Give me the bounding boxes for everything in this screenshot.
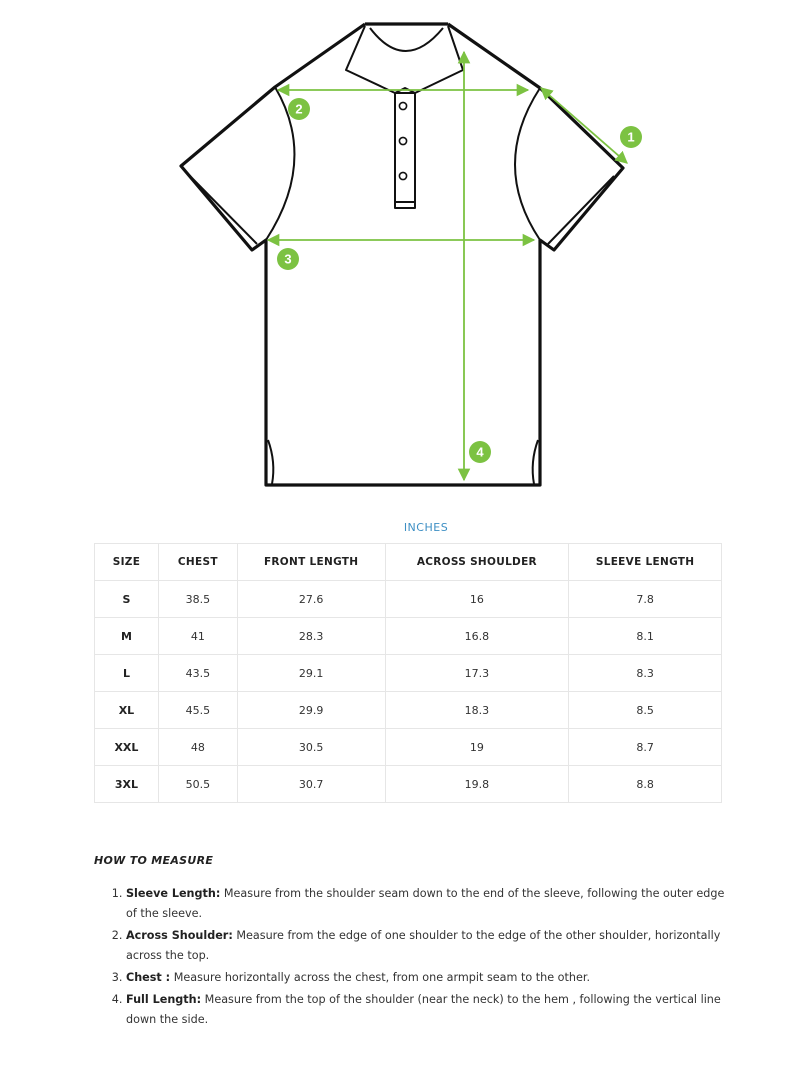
sleeve-length-cell: 7.8	[569, 581, 722, 618]
size-cell: L	[95, 655, 159, 692]
across-shoulder-cell: 17.3	[385, 655, 569, 692]
marker-3-label: 3	[284, 251, 292, 267]
sleeve-length-cell: 8.1	[569, 618, 722, 655]
how-to-measure-list	[108, 884, 726, 1032]
shirt-details	[188, 26, 614, 484]
marker-3	[277, 248, 299, 270]
size-cell: M	[95, 618, 159, 655]
across-shoulder-cell: 16	[385, 581, 569, 618]
marker-1	[620, 126, 642, 148]
list-item	[126, 884, 726, 924]
front-length-cell: 30.7	[237, 766, 385, 803]
marker-4	[469, 441, 491, 463]
chest-cell: 48	[158, 729, 237, 766]
step-text: Measure from the shoulder seam down to the end of the sleeve, following the outer edge of the sleeve.	[126, 887, 725, 920]
front-length-cell: 30.5	[237, 729, 385, 766]
marker-2	[288, 98, 310, 120]
step-text: Measure from the edge of one shoulder to the edge of the other shoulder, horizontally across the top.	[126, 929, 721, 962]
step-term: Sleeve Length	[126, 887, 216, 900]
front-length-cell: 28.3	[237, 618, 385, 655]
header-sleeve-length: SLEEVE LENGTH	[569, 544, 722, 581]
step-term: Across Shoulder	[126, 929, 229, 942]
table-row	[95, 692, 722, 729]
step-text: Measure horizontally across the chest, from one armpit seam to the other.	[170, 971, 591, 984]
size-cell: XL	[95, 692, 159, 729]
front-length-cell: 29.9	[237, 692, 385, 729]
across-shoulder-cell: 18.3	[385, 692, 569, 729]
button-icon	[399, 172, 406, 179]
table-row	[95, 729, 722, 766]
marker-1-label: 1	[627, 129, 635, 145]
chest-cell: 45.5	[158, 692, 237, 729]
header-size: SIZE	[95, 544, 159, 581]
size-chart-table	[94, 543, 722, 803]
front-length-cell: 27.6	[237, 581, 385, 618]
table-row	[95, 618, 722, 655]
header-across-shoulder: ACROSS SHOULDER	[385, 544, 569, 581]
sleeve-length-cell: 8.5	[569, 692, 722, 729]
chest-cell: 43.5	[158, 655, 237, 692]
chest-cell: 50.5	[158, 766, 237, 803]
size-cell: 3XL	[95, 766, 159, 803]
how-to-measure-title: HOW TO MEASURE	[94, 854, 214, 867]
across-shoulder-cell: 16.8	[385, 618, 569, 655]
header-front-length: FRONT LENGTH	[237, 544, 385, 581]
front-length-cell: 29.1	[237, 655, 385, 692]
list-item	[126, 968, 726, 988]
chest-cell: 38.5	[158, 581, 237, 618]
button-icon	[399, 137, 406, 144]
table-row	[95, 581, 722, 618]
table-header-row	[95, 544, 722, 581]
sleeve-length-arrow	[541, 88, 627, 163]
header-chest: CHEST	[158, 544, 237, 581]
sleeve-length-cell: 8.3	[569, 655, 722, 692]
sleeve-length-cell: 8.7	[569, 729, 722, 766]
table-row	[95, 655, 722, 692]
marker-2-label: 2	[295, 101, 303, 117]
button-icon	[399, 102, 406, 109]
step-sep: :	[215, 887, 221, 900]
unit-label: INCHES	[403, 521, 449, 534]
marker-4-label: 4	[476, 444, 484, 460]
step-term: Full Length	[126, 993, 197, 1006]
step-sep: :	[161, 971, 171, 984]
sleeve-length-cell: 8.8	[569, 766, 722, 803]
step-term: Chest	[126, 971, 162, 984]
list-item	[126, 926, 726, 966]
polo-shirt-diagram	[0, 0, 800, 500]
across-shoulder-cell: 19.8	[385, 766, 569, 803]
step-sep: :	[196, 993, 202, 1006]
table-row	[95, 766, 722, 803]
size-cell: XXL	[95, 729, 159, 766]
list-item	[126, 990, 726, 1030]
across-shoulder-cell: 19	[385, 729, 569, 766]
size-cell: S	[95, 581, 159, 618]
step-sep: :	[228, 929, 233, 942]
step-text: Measure from the top of the shoulder (near the neck) to the hem , following the vertical line down the side.	[126, 993, 721, 1026]
chest-cell: 41	[158, 618, 237, 655]
